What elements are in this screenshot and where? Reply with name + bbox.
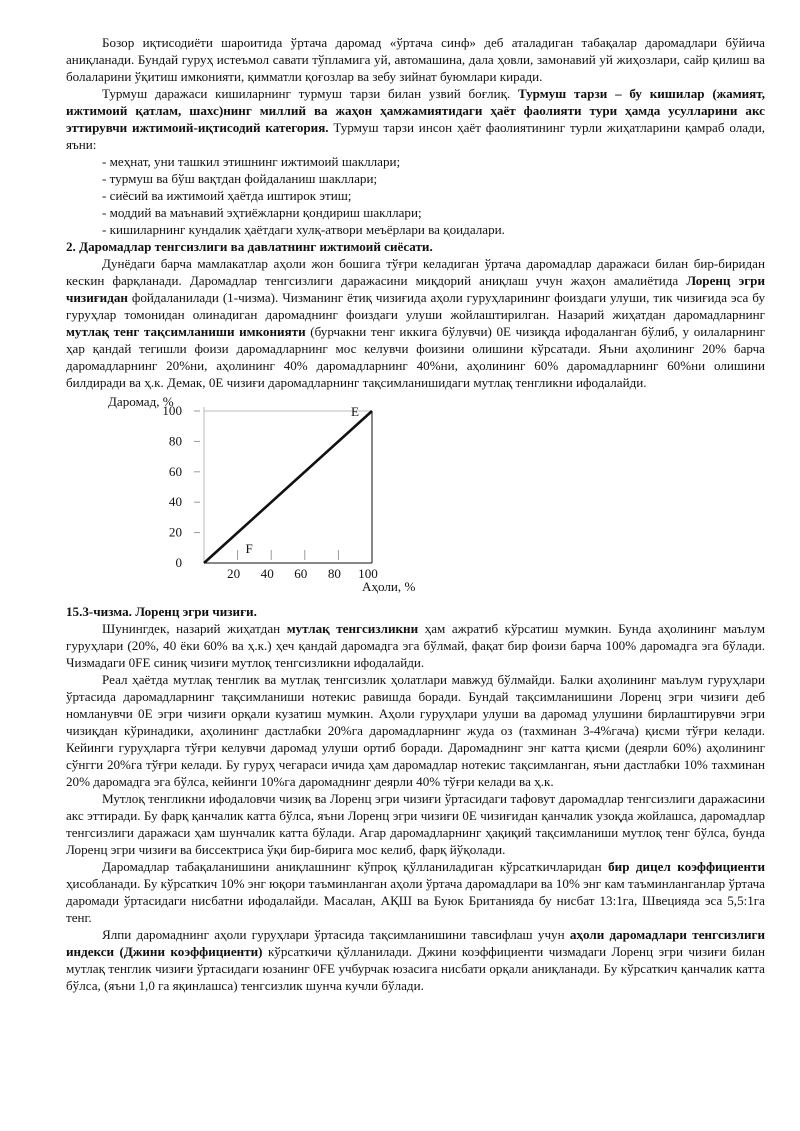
point-label: E: [350, 404, 359, 419]
y-tick-label: 80: [168, 433, 182, 449]
chart-annotations: [245, 404, 358, 556]
list-item: - сиёсий ва ижтимоий ҳаётда иштирок этиш;: [102, 188, 352, 203]
equality-line: [204, 411, 372, 563]
paragraph-decile-text-b: ҳисобланади. Бу кўрсаткич 10% энг юқори таъминланган аҳоли ўртача даромадлари ва 10% энг кам таъминланганлар ўртача даромади ўртасидаги нисбатни ифодалайди. Масалан, АҚШ ва Буюк Британияда бу нисбат 13:1га, Швецияда эса 5,5:1га тенг.: [66, 876, 765, 925]
decile-coefficient-term: бир дицел коэффициенти: [608, 859, 765, 874]
lifestyle-aspects-list: [66, 153, 765, 238]
x-tick-label: 80: [327, 566, 341, 581]
paragraph-lorenz-text-c: (бурчакни тенг иккига бўлувчи) 0E чизиқда ифодаланган бўлиб, у оилаларнинг ҳар қандай тегишли фоизи даромадларнинг мос келувчи фоизини олишини кўрсатади. Яъни аҳолининг 20% барча даромадларнинг 20%ни, аҳолининг 40% даромадларнинг 40%ни, аҳолининг 60% даромадларнинг 60%ни олишини билдиради ва ҳ.к. Демак, 0E чизиғи даромадларнинг тақсимланишидаги мутлақ тенгликни ифодалайди.: [66, 324, 766, 390]
paragraph-gini-text-b: кўрсаткичи қўлланилади. Джини коэффициенти чизмадаги Лоренц эгри чизиғи билан мутлақ тенглик чизиғи ўртасидаги юзанинг 0FE учбурчак юзасига нисбати орқали аниқланади. Бу кўрсаткич қанчалик катта бўлса, (яъни 1,0 га яқинлашса) тенгсизлик шунча кучли бўлади.: [66, 944, 765, 993]
paragraph-decile: [66, 858, 765, 926]
paragraph-lifestyle: [66, 85, 765, 153]
paragraph-lorenz-text-a: Дунёдаги барча мамлакатлар аҳоли жон бошига тўғри келадиган ўртача даромадлар даражаси билан бир-биридан кескин фарқланади. Даромадлар тенгсизлиги даражасини миқдорий аниқлаш учун жаҳон амалиётида: [66, 256, 765, 288]
lorenz-chart-svg: [66, 391, 765, 603]
paragraph-lorenz-intro: [66, 255, 765, 391]
paragraph-lifestyle-text-b: Турмуш тарзи инсон ҳаёт фаолиятининг турли жиҳатларини қамраб олади, яъни:: [66, 120, 765, 152]
absolute-equality-term: мутлақ тенг тақсимланиши имконияти: [66, 324, 306, 339]
y-tick-label: 0: [175, 555, 182, 570]
paragraph-decile-text-a: Даромадлар табақаланишини аниқлашнинг кўпроқ қўлланиладиган кўрсаткичларидан: [102, 859, 609, 874]
paragraph-middle-class-income: Бозор иқтисодиёти шароитида ўртача даромад «ўртача синф» деб аталадиган табақалар даромадлари бўйича аниқланади. Бундай гуруҳ истеъмол савати тўпламига уй, автомашина, дала ҳовли, замонавий уй жиҳозлари, сайр қилиш ва болаларини ўқитиш имконияти, қимматли қоғозлар ва зебу зийнат буюмлари киради.: [66, 35, 765, 84]
paragraph-inequality-text-a: Шунингдек, назарий жиҳатдан: [102, 621, 287, 636]
x-axis-label: Аҳоли, %: [362, 579, 416, 594]
y-tick-label: 100: [162, 403, 182, 418]
lorenz-chart: [66, 391, 765, 603]
absolute-inequality-term: мутлақ тенгсизликни: [286, 621, 419, 636]
lifestyle-definition: Турмуш тарзи – бу кишилар (жамият, ижтимоий қатлам, шахс)нинг миллий ва жаҳон ҳамжамиятидаги ҳаёт фаолияти тури ҳамда усулларини акс эттирувчи ижтимоий-иқтисодий категория.: [66, 86, 765, 135]
paragraph-gini: [66, 926, 765, 994]
y-tick-label: 20: [168, 524, 182, 540]
paragraph-real-life: Реал ҳаётда мутлақ тенглик ва мутлақ тенгсизлик ҳолатлари мавжуд бўлмайди. Балки аҳолининг маълум гуруҳлари ўртасида даромадларнинг тақсимланиши нотекис равишда боради. Бундай тақсимланишини Лоренц эгри чизиғи деб номланувчи 0E эгри чизиғи орқали кузатиш мумкин. Аҳоли гуруҳлари улуши ва даромад улушини бирлаштирувчи эгри чизиқдан кўринадики, аҳолининг дастлабки 20%га даромадларнинг жуда оз (тахминан 3-4%гача) қисми тўғри келади. Кейинги гуруҳларга тўғри келувчи даромад улуши ортиб боради. Даромаднинг энг катта қисми (деярли 60%) аҳолининг сўнгги 20%га тўғри келади. Бу гуруҳ чегараси ичида ҳам даромадлар нотекис тақсимланган, яъни дастлабки 10% тахминан 20% даромадга эга бўлса, кейинги 10%га даромаднинг деярли 40% тўғри келади ва ҳ.к.: [66, 672, 765, 789]
chart-series: [204, 411, 372, 563]
y-ticks: [162, 403, 200, 570]
y-axis-label: Даромад, %: [108, 394, 174, 409]
point-label: F: [245, 540, 253, 556]
x-tick-label: 20: [227, 566, 241, 581]
list-item: - меҳнат, уни ташкил этишнинг ижтимоий шакллари;: [102, 154, 401, 169]
lorenz-curve-term: Лоренц эгри чизиғидан: [66, 273, 765, 305]
list-item: - моддий ва маънавий эҳтиёжларни қондириш шакллари;: [102, 205, 422, 220]
paragraph-lifestyle-text-a: Турмуш даражаси кишиларнинг турмуш тарзи билан узвий боғлиқ.: [102, 86, 518, 101]
paragraph-gini-text-a: Ялпи даромаднинг аҳоли гуруҳлари ўртасида тақсимланишини тавсифлаш учун: [102, 927, 570, 942]
paragraph-absolute-inequality: [66, 620, 765, 671]
paragraph-gap: Мутлоқ тенгликни ифодаловчи чизиқ ва Лоренц эгри чизиғи ўртасидаги тафовут даромадлар тенгсизлиги даражасини акс эттиради. Бу фарқ қанчалик катта бўлса, яъни Лоренц эгри чизиғи 0E чизиғидан қанчалик узоқда жойлашса, даромадлар тенгсизлиги даражаси ҳам шунчалик катта бўлади. Агар даромадларнинг ҳақиқий тақсимланиши мутлоқ тенг бўлса, бунда Лоренц эгри чизиғи ва биссектриса ўқи бир-бирига мос келиб, фарқ йўқолади.: [66, 791, 765, 857]
list-item: - турмуш ва бўш вақтдан фойдаланиш шакллари;: [102, 171, 378, 186]
figure-caption: 15.3-чизма. Лоренц эгри чизиғи.: [66, 604, 257, 619]
x-tick-label: 40: [260, 566, 274, 581]
y-tick-label: 40: [168, 494, 182, 510]
y-tick-label: 60: [168, 463, 182, 479]
document-page: [66, 34, 765, 994]
x-tick-label: 60: [294, 566, 308, 581]
x-tick-label: 100: [358, 566, 378, 581]
gini-index-term: аҳоли даромадлари тенгсизлиги индекси (Джини коэффициенти): [66, 927, 765, 959]
paragraph-lorenz-text-b: фойдаланилади (1-чизма). Чизманинг ётиқ чизиғида аҳоли гуруҳларининг фоиздаги улуши, тик чизиғида эса бу гуруҳлар томонидан олинадиган даромаднинг фоиздаги улуши жойлаштирилган. Назарий жиҳатдан даромадларнинг: [66, 290, 765, 322]
paragraph-inequality-text-b: ҳам ажратиб кўрсатиш мумкин. Бунда аҳолининг маълум гуруҳлари (20%, 40 ёки 60% ва ҳ.к.) ҳеч қандай даромадга эга бўлмай, фақат бир фоизи барча 100% даромадга эга бўлади. Чизмадаги 0FE синиқ чизиғи мутлоқ тенгсизликни ифодалайди.: [66, 621, 766, 670]
section-heading: 2. Даромадлар тенгсизлиги ва давлатнинг ижтимоий сиёсати.: [66, 239, 433, 254]
list-item: - кишиларнинг кундалик ҳаётдаги хулқ-атвори меъёрлари ва қоидалари.: [102, 222, 505, 237]
